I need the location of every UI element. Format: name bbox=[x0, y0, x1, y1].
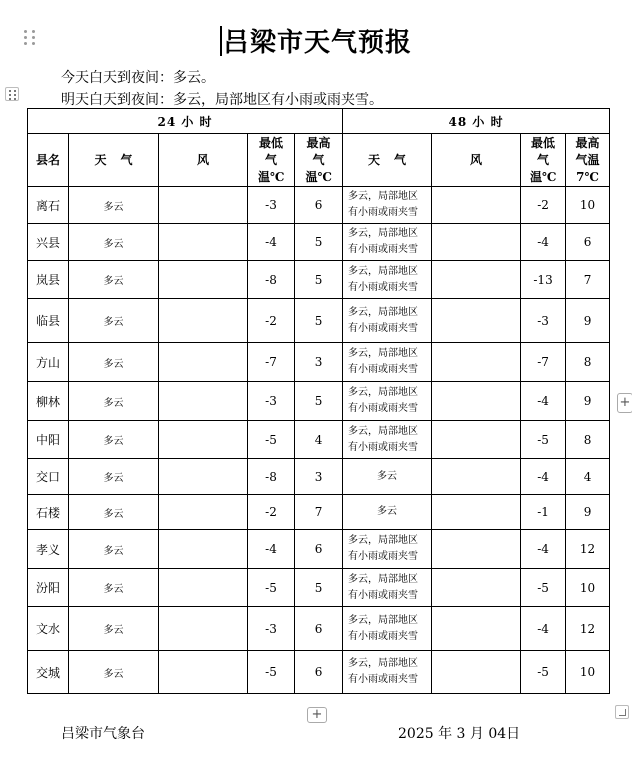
min-temp-24h-cell: -4 bbox=[248, 224, 295, 261]
weather-48h-line1: 多云，局部地区 bbox=[348, 348, 419, 359]
weather-24h-cell: 多云 bbox=[69, 187, 159, 224]
min-temp-24h-cell: -4 bbox=[248, 530, 295, 569]
weather-48h-line1: 多云，局部地区 bbox=[348, 658, 419, 669]
wind-48h-cell bbox=[432, 569, 521, 607]
weather-48h-line1: 多云，局部地区 bbox=[348, 425, 419, 437]
max-temp-24h-cell: 4 bbox=[295, 421, 343, 459]
max-temp-24h-cell: 5 bbox=[295, 224, 343, 261]
max-temp-24h-cell: 6 bbox=[295, 607, 343, 651]
max-temp-24h-cell: 3 bbox=[295, 343, 343, 382]
header-wind-48h: 风 bbox=[432, 134, 521, 187]
max-temp-24h-cell: 6 bbox=[295, 187, 343, 224]
county-cell: 孝义 bbox=[28, 530, 69, 569]
min-temp-48h-cell: -13 bbox=[521, 261, 566, 299]
table-row bbox=[28, 651, 610, 694]
min-temp-48h-cell: -4 bbox=[521, 607, 566, 651]
table-move-handle-icon[interactable] bbox=[5, 87, 19, 101]
county-cell: 离石 bbox=[28, 187, 69, 224]
min-temp-24h-cell: -5 bbox=[248, 651, 295, 694]
wind-48h-cell bbox=[432, 382, 521, 421]
min-temp-48h-cell: -5 bbox=[521, 569, 566, 607]
wind-48h-cell bbox=[432, 187, 521, 224]
weather-48h-line2: 有小雨或雨夹雪 bbox=[348, 364, 419, 375]
weather-48h-line2: 有小雨或雨夹雪 bbox=[348, 244, 419, 255]
wind-24h-cell bbox=[159, 261, 248, 299]
county-cell: 汾阳 bbox=[28, 569, 69, 607]
min-temp-24h-cell: -5 bbox=[248, 421, 295, 459]
weather-48h-line2: 有小雨或雨夹雪 bbox=[348, 207, 419, 218]
weather-24h-cell: 多云 bbox=[69, 530, 159, 569]
wind-24h-cell bbox=[159, 224, 248, 261]
forecast-tomorrow: 明天白天到夜间：多云，局部地区有小雨或雨夹雪。 bbox=[61, 92, 383, 108]
table-row bbox=[28, 459, 610, 495]
weather-48h-line1: 多云，局部地区 bbox=[348, 614, 419, 626]
header-min-temp-48h: 最低气温℃ bbox=[521, 134, 566, 187]
max-temp-24h-cell: 5 bbox=[295, 569, 343, 607]
county-cell: 交口 bbox=[28, 459, 69, 495]
weather-24h-cell: 多云 bbox=[69, 299, 159, 343]
footer-date: 2025 年 3 月 04日 bbox=[398, 726, 521, 742]
weather-48h-cell bbox=[343, 261, 432, 299]
weather-48h-line1: 多云，局部地区 bbox=[348, 535, 419, 546]
wind-48h-cell bbox=[432, 343, 521, 382]
min-temp-48h-cell: -5 bbox=[521, 421, 566, 459]
weather-48h-line2: 有小雨或雨夹雪 bbox=[348, 441, 419, 453]
max-temp-48h-cell: 9 bbox=[566, 495, 610, 530]
min-temp-48h-cell: -3 bbox=[521, 299, 566, 343]
wind-48h-cell bbox=[432, 651, 521, 694]
header-wind-24h: 风 bbox=[159, 134, 248, 187]
weather-48h-line2: 有小雨或雨夹雪 bbox=[348, 281, 419, 293]
weather-24h-cell: 多云 bbox=[69, 382, 159, 421]
weather-48h-line2: 有小雨或雨夹雪 bbox=[348, 589, 419, 601]
max-temp-24h-cell: 5 bbox=[295, 299, 343, 343]
weather-48h-line2: 有小雨或雨夹雪 bbox=[348, 403, 419, 414]
max-temp-48h-cell: 10 bbox=[566, 187, 610, 224]
wind-48h-cell bbox=[432, 495, 521, 530]
weather-24h-cell: 多云 bbox=[69, 421, 159, 459]
weather-48h-line2: 有小雨或雨夹雪 bbox=[348, 674, 419, 685]
wind-48h-cell bbox=[432, 261, 521, 299]
min-temp-24h-cell: -2 bbox=[248, 299, 295, 343]
weather-24h-cell: 多云 bbox=[69, 651, 159, 694]
min-temp-48h-cell: -4 bbox=[521, 530, 566, 569]
weather-48h-line1: 多云 bbox=[377, 470, 398, 482]
wind-48h-cell bbox=[432, 530, 521, 569]
min-temp-48h-cell: -5 bbox=[521, 651, 566, 694]
weather-48h-line1: 多云，局部地区 bbox=[348, 265, 419, 277]
weather-48h-cell bbox=[343, 421, 432, 459]
county-cell: 柳林 bbox=[28, 382, 69, 421]
weather-48h-cell bbox=[343, 224, 432, 261]
min-temp-48h-cell: -7 bbox=[521, 343, 566, 382]
min-temp-48h-cell: -2 bbox=[521, 187, 566, 224]
table-row bbox=[28, 224, 610, 261]
wind-24h-cell bbox=[159, 459, 248, 495]
wind-24h-cell bbox=[159, 651, 248, 694]
county-cell: 方山 bbox=[28, 343, 69, 382]
weather-48h-line2: 有小雨或雨夹雪 bbox=[348, 322, 419, 334]
max-temp-48h-cell: 4 bbox=[566, 459, 610, 495]
wind-48h-cell bbox=[432, 421, 521, 459]
wind-48h-cell bbox=[432, 607, 521, 651]
max-temp-48h-cell: 10 bbox=[566, 569, 610, 607]
county-cell: 临县 bbox=[28, 299, 69, 343]
table-row bbox=[28, 343, 610, 382]
weather-48h-cell bbox=[343, 607, 432, 651]
county-cell: 兴县 bbox=[28, 224, 69, 261]
add-row-button[interactable]: + bbox=[307, 707, 327, 723]
wind-24h-cell bbox=[159, 382, 248, 421]
max-temp-24h-cell: 6 bbox=[295, 530, 343, 569]
max-temp-24h-cell: 7 bbox=[295, 495, 343, 530]
min-temp-24h-cell: -3 bbox=[248, 607, 295, 651]
weather-48h-line2: 有小雨或雨夹雪 bbox=[348, 551, 419, 562]
max-temp-48h-cell: 12 bbox=[566, 607, 610, 651]
max-temp-48h-cell: 9 bbox=[566, 299, 610, 343]
max-temp-24h-cell: 3 bbox=[295, 459, 343, 495]
forecast-today: 今天白天到夜间：多云。 bbox=[61, 70, 215, 86]
max-temp-24h-cell: 6 bbox=[295, 651, 343, 694]
weather-24h-cell: 多云 bbox=[69, 343, 159, 382]
max-temp-24h-cell: 5 bbox=[295, 382, 343, 421]
max-temp-48h-cell: 9 bbox=[566, 382, 610, 421]
weather-48h-cell bbox=[343, 187, 432, 224]
table-row bbox=[28, 382, 610, 421]
group-header-48h: 48 小 时 bbox=[343, 109, 610, 134]
wind-24h-cell bbox=[159, 530, 248, 569]
table-resize-handle-icon[interactable] bbox=[615, 705, 629, 719]
weather-48h-line1: 多云 bbox=[377, 506, 398, 517]
weather-48h-line2: 有小雨或雨夹雪 bbox=[348, 630, 419, 642]
min-temp-24h-cell: -3 bbox=[248, 187, 295, 224]
weather-48h-cell bbox=[343, 569, 432, 607]
header-weather-24h: 天气 bbox=[69, 134, 159, 187]
weather-48h-cell bbox=[343, 459, 432, 495]
min-temp-24h-cell: -8 bbox=[248, 261, 295, 299]
weather-24h-cell: 多云 bbox=[69, 224, 159, 261]
weather-48h-cell bbox=[343, 495, 432, 530]
county-cell: 文水 bbox=[28, 607, 69, 651]
weather-24h-cell: 多云 bbox=[69, 459, 159, 495]
weather-48h-line1: 多云，局部地区 bbox=[348, 573, 419, 585]
max-temp-48h-cell: 7 bbox=[566, 261, 610, 299]
header-county: 县名 bbox=[28, 134, 69, 187]
max-temp-48h-cell: 6 bbox=[566, 224, 610, 261]
header-min-temp-24h: 最低气温℃ bbox=[248, 134, 295, 187]
table-row bbox=[28, 299, 610, 343]
weather-48h-cell bbox=[343, 299, 432, 343]
page-title: 吕梁市天气预报 bbox=[0, 22, 632, 59]
add-column-button[interactable]: + bbox=[617, 393, 632, 413]
group-header-24h: 24 小 时 bbox=[28, 109, 343, 134]
wind-48h-cell bbox=[432, 299, 521, 343]
wind-48h-cell bbox=[432, 459, 521, 495]
county-cell: 石楼 bbox=[28, 495, 69, 530]
wind-24h-cell bbox=[159, 607, 248, 651]
county-cell: 交城 bbox=[28, 651, 69, 694]
weather-48h-line1: 多云，局部地区 bbox=[348, 191, 419, 202]
wind-24h-cell bbox=[159, 495, 248, 530]
county-cell: 中阳 bbox=[28, 421, 69, 459]
wind-24h-cell bbox=[159, 421, 248, 459]
table-row bbox=[28, 261, 610, 299]
min-temp-48h-cell: -4 bbox=[521, 382, 566, 421]
weather-24h-cell: 多云 bbox=[69, 569, 159, 607]
max-temp-48h-cell: 12 bbox=[566, 530, 610, 569]
min-temp-48h-cell: -1 bbox=[521, 495, 566, 530]
weather-48h-cell bbox=[343, 651, 432, 694]
min-temp-24h-cell: -7 bbox=[248, 343, 295, 382]
max-temp-48h-cell: 8 bbox=[566, 421, 610, 459]
table-row bbox=[28, 569, 610, 607]
header-max-temp-24h: 最高气温℃ bbox=[295, 134, 343, 187]
wind-24h-cell bbox=[159, 343, 248, 382]
min-temp-24h-cell: -8 bbox=[248, 459, 295, 495]
min-temp-24h-cell: -3 bbox=[248, 382, 295, 421]
weather-48h-line1: 多云，局部地区 bbox=[348, 387, 419, 398]
forecast-table bbox=[27, 108, 610, 694]
weather-48h-cell bbox=[343, 343, 432, 382]
min-temp-48h-cell: -4 bbox=[521, 459, 566, 495]
table-row bbox=[28, 495, 610, 530]
table-row bbox=[28, 187, 610, 224]
min-temp-24h-cell: -2 bbox=[248, 495, 295, 530]
max-temp-48h-cell: 10 bbox=[566, 651, 610, 694]
min-temp-24h-cell: -5 bbox=[248, 569, 295, 607]
weather-24h-cell: 多云 bbox=[69, 495, 159, 530]
weather-48h-cell bbox=[343, 382, 432, 421]
county-cell: 岚县 bbox=[28, 261, 69, 299]
min-temp-48h-cell: -4 bbox=[521, 224, 566, 261]
table-row bbox=[28, 421, 610, 459]
weather-48h-cell bbox=[343, 530, 432, 569]
max-temp-48h-cell: 8 bbox=[566, 343, 610, 382]
table-row bbox=[28, 607, 610, 651]
wind-24h-cell bbox=[159, 187, 248, 224]
wind-24h-cell bbox=[159, 299, 248, 343]
weather-24h-cell: 多云 bbox=[69, 261, 159, 299]
weather-24h-cell: 多云 bbox=[69, 607, 159, 651]
header-max-temp-48h: 最高气温7℃ bbox=[566, 134, 610, 187]
max-temp-24h-cell: 5 bbox=[295, 261, 343, 299]
table-row bbox=[28, 530, 610, 569]
weather-48h-line1: 多云，局部地区 bbox=[348, 306, 419, 318]
header-weather-48h: 天气 bbox=[343, 134, 432, 187]
text-cursor bbox=[220, 26, 222, 56]
footer-organization: 吕梁市气象台 bbox=[61, 726, 145, 742]
wind-24h-cell bbox=[159, 569, 248, 607]
wind-48h-cell bbox=[432, 224, 521, 261]
weather-48h-line1: 多云，局部地区 bbox=[348, 228, 419, 239]
